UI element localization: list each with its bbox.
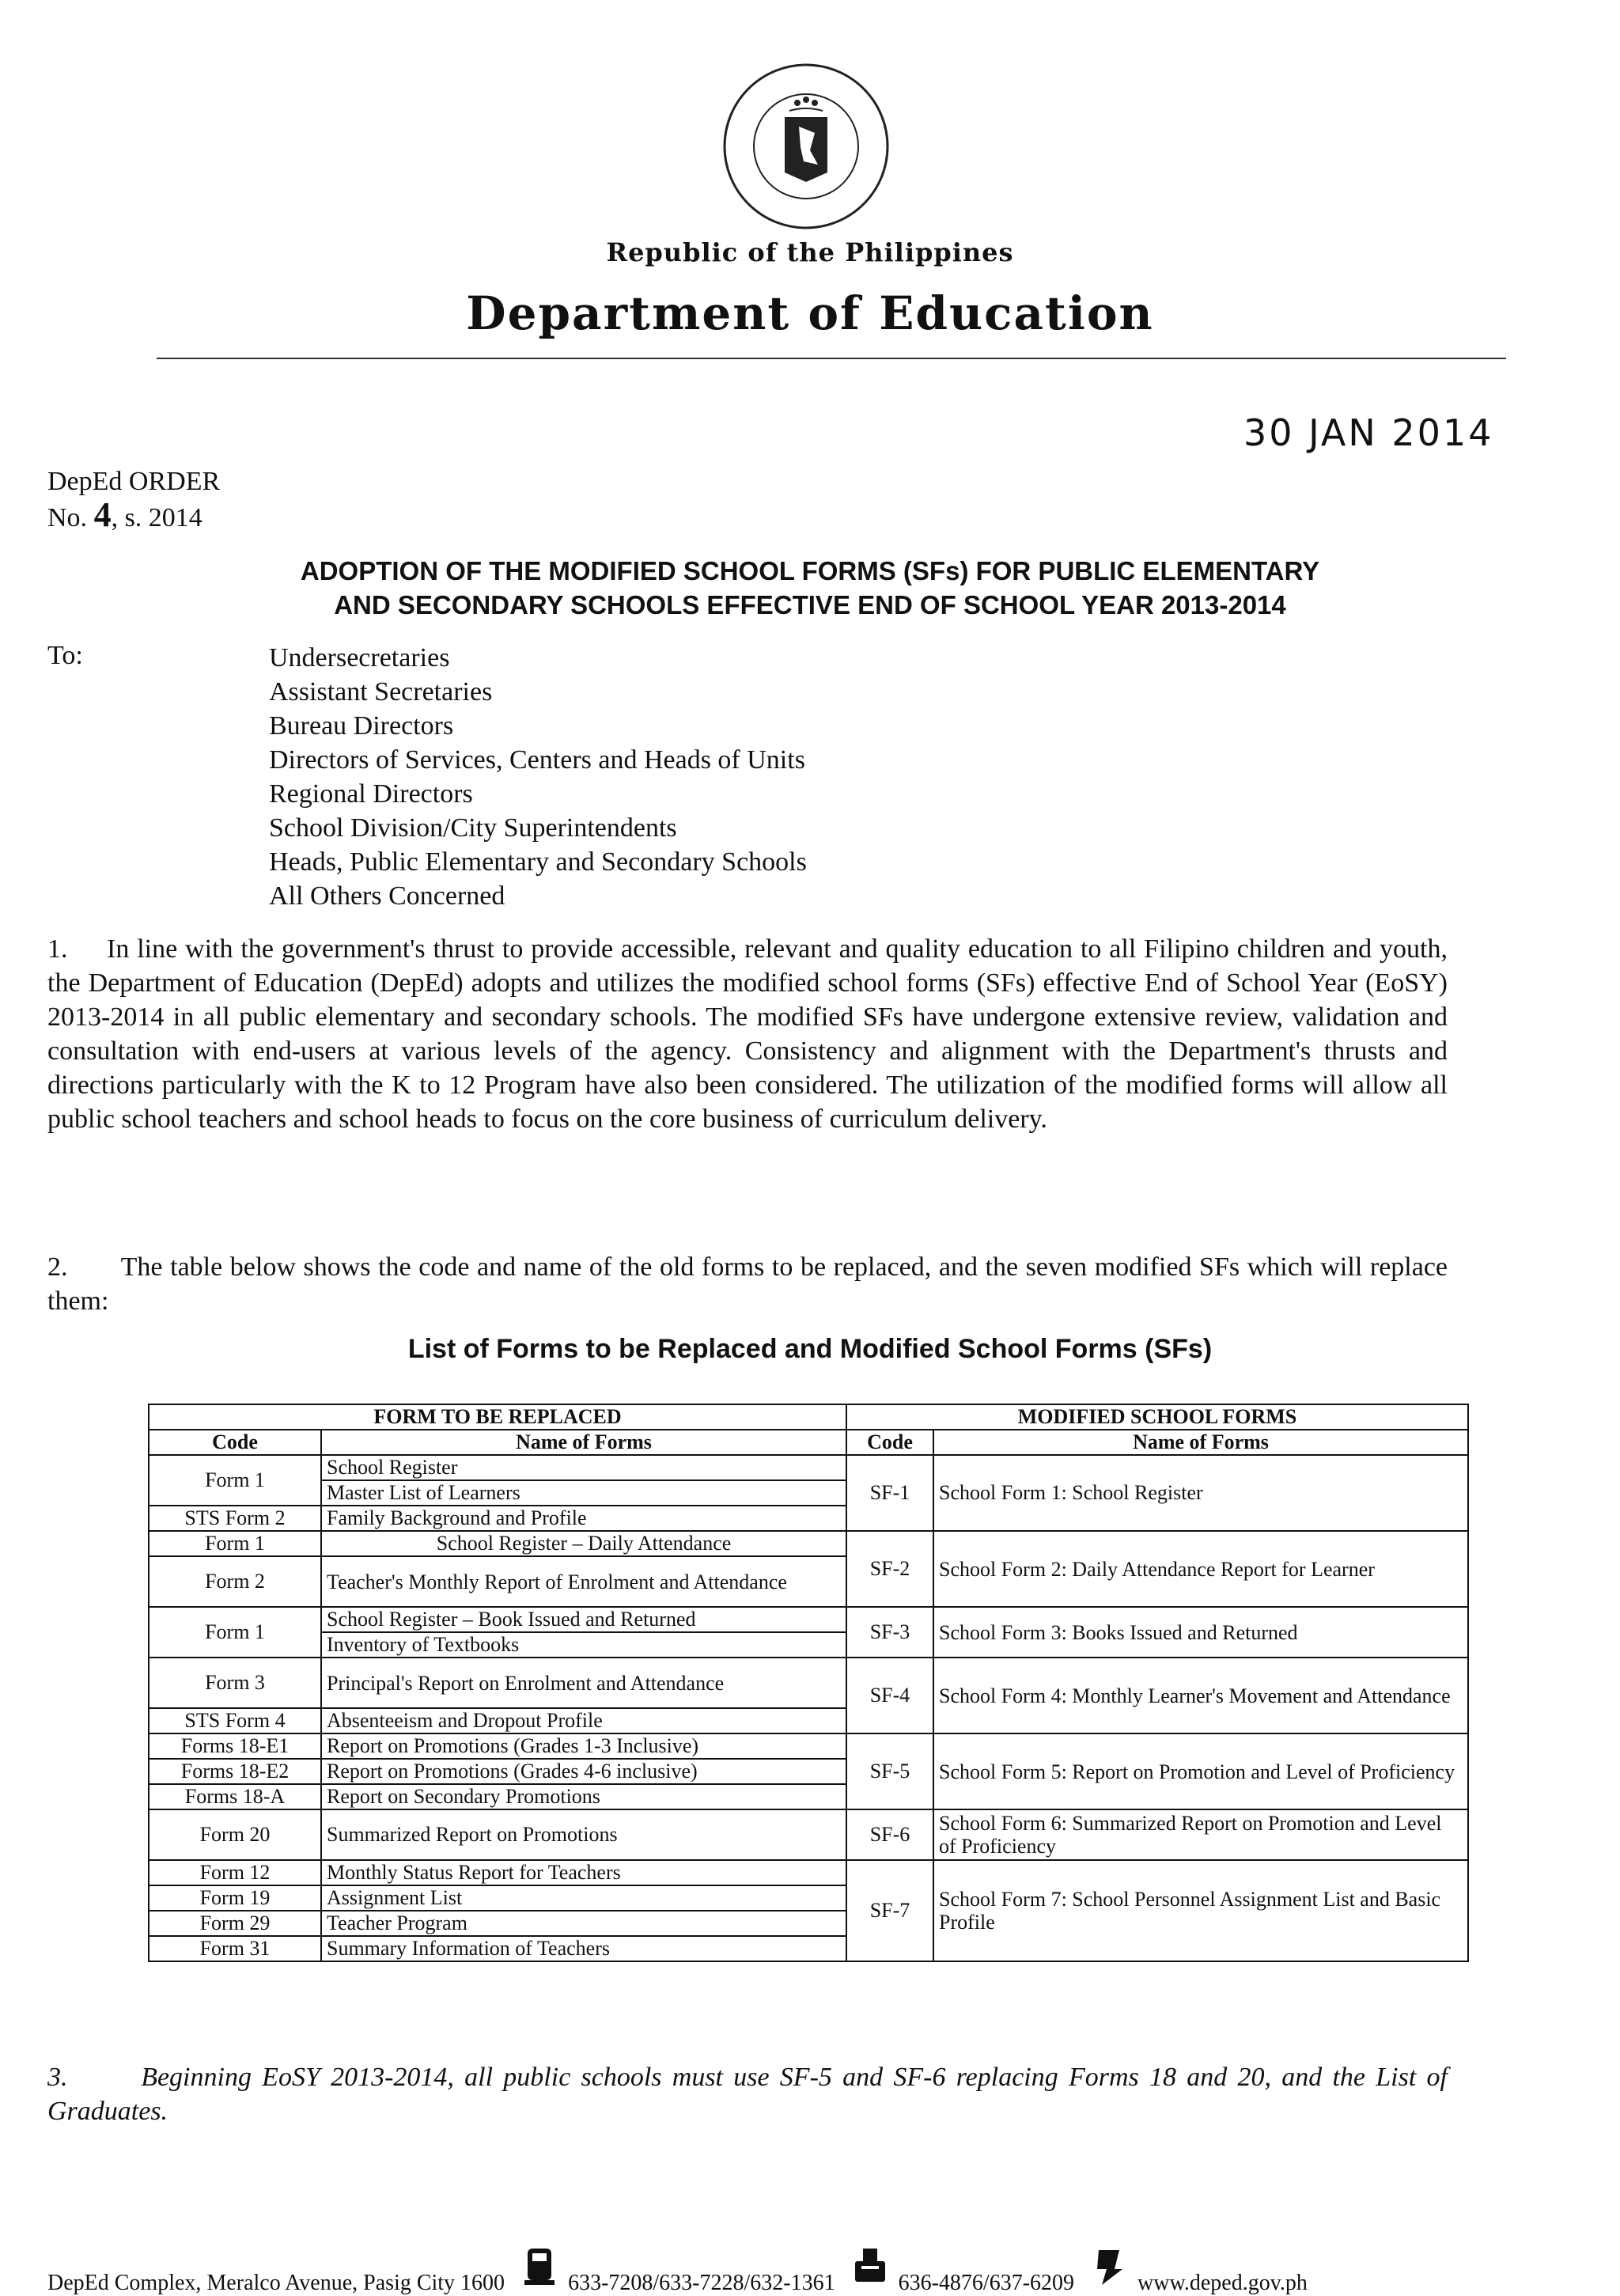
paragraph-3: 3. Beginning EoSY 2013-2014, all public schools must use SF-5 and SF-6 replacing Forms 18 and 20, and the List of Graduates.: [47, 2063, 1448, 2126]
old-name: School Register – Daily Attendance: [321, 1531, 846, 1556]
sf-code: SF-5: [846, 1733, 933, 1809]
addressee-item: Assistant Secretaries: [269, 677, 493, 707]
old-name: Assignment List: [321, 1885, 846, 1911]
col-header-code-new: Code: [846, 1430, 933, 1455]
sf-name: School Form 4: Monthly Learner's Movement and Attendance: [933, 1658, 1468, 1733]
table-row: [149, 1607, 1468, 1632]
old-code: Form 20: [149, 1809, 321, 1860]
footer-web: www.deped.gov.ph: [1137, 2270, 1308, 2295]
table-row: [149, 1658, 1468, 1708]
table-row: [149, 1531, 1468, 1556]
old-name: School Register – Book Issued and Returned: [321, 1607, 846, 1632]
old-code: Form 29: [149, 1911, 321, 1936]
order-label: DepEd ORDER: [47, 467, 221, 496]
sf-name: School Form 6: Summarized Report on Promotion and Level of Proficiency: [933, 1809, 1468, 1860]
sf-name: School Form 2: Daily Attendance Report for Learner: [933, 1531, 1468, 1607]
old-code: Form 2: [149, 1556, 321, 1607]
order-number-block: [47, 465, 220, 535]
footer-phone: 633-7208/633-7228/632-1361: [568, 2270, 835, 2295]
table-row: [149, 1733, 1468, 1759]
order-date: 30 JAN 2014: [1243, 411, 1494, 454]
addressee-item: Undersecretaries: [269, 643, 450, 673]
old-code: Forms 18-E1: [149, 1733, 321, 1759]
old-code: STS Form 2: [149, 1506, 321, 1531]
old-name: Monthly Status Report for Teachers: [321, 1860, 846, 1885]
old-name: Master List of Learners: [321, 1480, 846, 1506]
old-name: Teacher Program: [321, 1911, 846, 1936]
sf-name: School Form 3: Books Issued and Returned: [933, 1607, 1468, 1658]
sf-code: SF-2: [846, 1531, 933, 1607]
addressee-item: Bureau Directors: [269, 711, 454, 741]
old-code: Form 19: [149, 1885, 321, 1911]
footer-address: DepEd Complex, Meralco Avenue, Pasig City 1600: [47, 2270, 505, 2295]
old-name: Teacher's Monthly Report of Enrolment and Attendance: [321, 1556, 846, 1607]
order-series: , s. 2014: [111, 503, 202, 532]
sf-code: SF-6: [846, 1809, 933, 1860]
title-line-2: AND SECONDARY SCHOOLS EFFECTIVE END OF SCHOOL YEAR 2013-2014: [334, 590, 1286, 619]
paragraph-1: 1. In line with the government's thrust to provide accessible, relevant and quality education to all Filipino children and youth, the Department of Education (DepEd) adopts and utilizes the modified school forms (SFs) effective End of School Year (EoSY) 2013-2014 in all public elementary and secondary schools. The modified SFs have undergone extensive review, validation and consultation with end-users at various levels of the agency. Consistency and alignment with the Department's thrusts and directions particularly with the K to 12 Program have also been considered. The utilization of the modified forms will allow all public school teachers and school heads to focus on the core business of curriculum delivery.: [47, 934, 1448, 1134]
old-name: Inventory of Textbooks: [321, 1632, 846, 1658]
sf-name: School Form 5: Report on Promotion and Level of Proficiency: [933, 1733, 1468, 1809]
old-code: Form 31: [149, 1936, 321, 1961]
old-code: Form 12: [149, 1860, 321, 1885]
old-name: Report on Promotions (Grades 1-3 Inclusive): [321, 1733, 846, 1759]
col-header-name-new: Name of Forms: [933, 1430, 1468, 1455]
web-icon: [1091, 2245, 1127, 2288]
phone-icon: [521, 2245, 558, 2288]
title-line-1: ADOPTION OF THE MODIFIED SCHOOL FORMS (SFs) FOR PUBLIC ELEMENTARY: [300, 556, 1320, 585]
sf-code: SF-7: [846, 1860, 933, 1961]
sf-code: SF-3: [846, 1607, 933, 1658]
col-header-name-old: Name of Forms: [321, 1430, 846, 1455]
sf-code: SF-4: [846, 1658, 933, 1733]
table-row: [149, 1860, 1468, 1885]
col-header-code-old: Code: [149, 1430, 321, 1455]
group-header-old: FORM TO BE REPLACED: [149, 1404, 846, 1430]
header-divider: [157, 358, 1506, 359]
addressee-item: All Others Concerned: [269, 881, 505, 911]
republic-heading: Republic of the Philippines: [606, 237, 1014, 267]
sf-code: SF-1: [846, 1455, 933, 1531]
addressee-item: Directors of Services, Centers and Heads of Units: [269, 745, 805, 775]
order-no-prefix: No.: [47, 503, 88, 532]
old-code: Form 1: [149, 1607, 321, 1658]
old-code: Forms 18-E2: [149, 1759, 321, 1784]
sf-name: School Form 1: School Register: [933, 1455, 1468, 1531]
order-number: 4: [93, 495, 112, 534]
old-code: Form 1: [149, 1455, 321, 1506]
footer-fax: 636-4876/637-6209: [898, 2270, 1075, 2295]
table-row: [149, 1455, 1468, 1480]
order-number-line: [47, 495, 220, 535]
table-title: List of Forms to be Replaced and Modified School Forms (SFs): [407, 1334, 1213, 1364]
deped-seal: [721, 62, 891, 231]
old-name: School Register: [321, 1455, 846, 1480]
old-code: STS Form 4: [149, 1708, 321, 1733]
addressee-item: Regional Directors: [269, 779, 473, 809]
fax-icon: [852, 2245, 888, 2288]
department-heading: Department of Education: [466, 286, 1154, 340]
forms-table: [148, 1404, 1469, 1962]
paragraph-2: 2. The table below shows the code and name of the old forms to be replaced, and the seven modified SFs which will replace them:: [47, 1252, 1448, 1316]
table-column-header-row: [149, 1430, 1468, 1455]
old-name: Absenteeism and Dropout Profile: [321, 1708, 846, 1733]
addressee-list: [269, 641, 807, 913]
addressee-item: Heads, Public Elementary and Secondary Schools: [269, 847, 807, 877]
old-name: Summary Information of Teachers: [321, 1936, 846, 1961]
addressee-item: School Division/City Superintendents: [269, 813, 677, 843]
table-group-header-row: [149, 1404, 1468, 1430]
group-header-new: MODIFIED SCHOOL FORMS: [846, 1404, 1468, 1430]
old-name: Report on Secondary Promotions: [321, 1784, 846, 1809]
order-title: [0, 554, 1620, 622]
old-name: Family Background and Profile: [321, 1506, 846, 1531]
to-label: To:: [47, 641, 83, 670]
old-name: Report on Promotions (Grades 4-6 inclusive): [321, 1759, 846, 1784]
old-code: Form 1: [149, 1531, 321, 1556]
old-code: Forms 18-A: [149, 1784, 321, 1809]
old-name: Summarized Report on Promotions: [321, 1809, 846, 1860]
table-row: [149, 1809, 1468, 1860]
old-code: Form 3: [149, 1658, 321, 1708]
old-name: Principal's Report on Enrolment and Attendance: [321, 1658, 846, 1708]
sf-name: School Form 7: School Personnel Assignment List and Basic Profile: [933, 1860, 1468, 1961]
footer: [47, 2245, 1590, 2296]
